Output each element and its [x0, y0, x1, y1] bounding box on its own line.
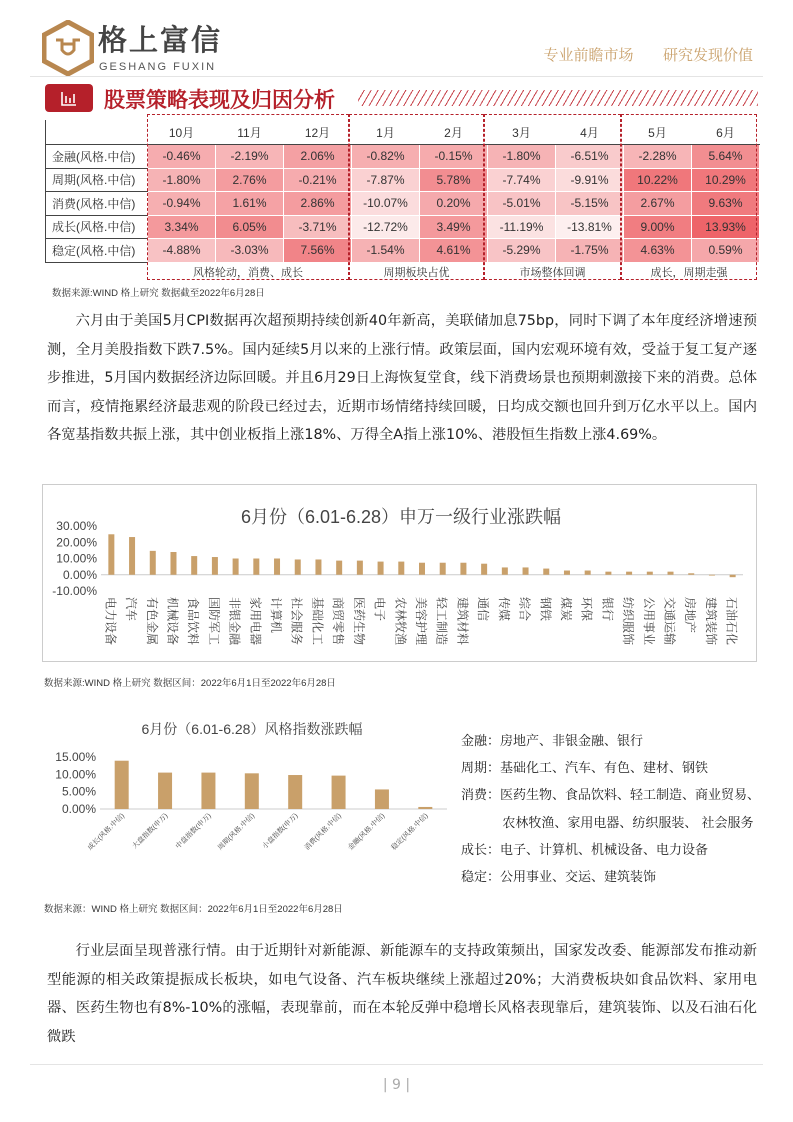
- period-group-bracket: [621, 114, 757, 280]
- paragraph-1: 六月由于美国5月CPI数据再次超预期持续创新40年新高，美联储加息75bp，同时下调了本年度经济增速预测，全月美股指数下跌7.5%。国内延续5月以来的上涨行情。政策层面，国内宏观环境有效，受益于复工复产逐步推进，5月国内数据经济边际回暖。并且6月29日上海恢复堂食，线下消费场景也预期刺激接下来的消费。总体而言，疫情拖累经济最悲观的阶段已经过去，近期市场情绪持续回暖，日均成交额也回升到万亿水平以上。国内各宽基指数共振上涨，其中创业板指上涨18%、万得全A指上涨10%、港股恒生指数上涨4.69%。: [47, 313, 757, 444]
- bar: [523, 567, 529, 574]
- legend-item: 成长：电子、计算机、机械设备、电力设备: [461, 842, 709, 858]
- table-source: 数据来源:WIND 格上研究 数据截至2022年6月28日: [52, 288, 265, 299]
- bar: [170, 552, 176, 575]
- bar: [212, 557, 218, 575]
- legend-item: 周期：基础化工、汽车、有色、建材、钢铁: [461, 761, 709, 777]
- header-corner: [46, 120, 148, 145]
- industry-bar-chart: [43, 485, 758, 663]
- paragraph-2: 行业层面呈现普涨行情。由于近期针对新能源、新能源车的支持政策频出，国家发改委、能源部发布推动新型能源的相关政策提振成长板块，如电气设备、汽车板块继续上涨超过20%；大消费板块如食品饮料、家用电器、医药生物也有8%-10%的涨幅，表现靠前，而在本轮反弹中稳增长风格表现靠后，建筑装饰、以及石油石化微跌: [47, 943, 757, 1045]
- y-tick-label: -10.00%: [52, 584, 97, 598]
- bar: [315, 559, 321, 574]
- table-cell: 0.20%: [420, 192, 488, 216]
- x-tick-label: 石油石化: [724, 597, 739, 646]
- table-cell: 5.78%: [420, 168, 488, 192]
- x-tick-label: 消费(风格.中信): [303, 812, 343, 852]
- table-cell: -1.80%: [488, 145, 556, 169]
- chart-title: 6月份（6.01-6.28）风格指数涨跌幅: [141, 721, 363, 737]
- row-label: 周期(风格.中信): [46, 168, 148, 192]
- table-cell: 4.61%: [420, 239, 488, 263]
- brand-name: 格上富信: [98, 23, 223, 57]
- y-tick-label: 30.00%: [56, 519, 97, 533]
- table-cell: -2.28%: [624, 145, 692, 169]
- x-tick-label: 家用电器: [248, 597, 263, 646]
- bar: [418, 807, 432, 809]
- table-cell: -1.75%: [556, 239, 624, 263]
- bar: [115, 761, 129, 809]
- x-tick-label: 食品饮料: [186, 597, 201, 646]
- period-group-label: 周期板块占优: [383, 267, 450, 279]
- table-cell: 10.29%: [692, 168, 760, 192]
- bar: [668, 572, 674, 575]
- period-group-bracket: [147, 114, 349, 280]
- brand-name-en: GESHANG FUXIN: [99, 61, 217, 73]
- x-tick-label: 金融(风格.中信): [347, 812, 387, 852]
- row-label: 消费(风格.中信): [46, 192, 148, 216]
- title-decoration: [358, 90, 758, 106]
- x-tick-label: 煤炭: [558, 597, 573, 622]
- slogan: 专业前瞻市场 研究发现价值: [543, 46, 753, 64]
- table-cell: 0.59%: [692, 239, 760, 263]
- table-cell: 9.63%: [692, 192, 760, 216]
- table-cell: -3.03%: [216, 239, 284, 263]
- column-header: 12月: [284, 120, 352, 145]
- x-tick-label: 电力设备: [103, 597, 118, 646]
- table-cell: -9.91%: [556, 168, 624, 192]
- chart1-source: 数据来源:WIND 格上研究 数据区间：2022年6月1日至2022年6月28日: [44, 678, 336, 689]
- table-cell: 6.05%: [216, 215, 284, 239]
- table-cell: -0.21%: [284, 168, 352, 192]
- y-tick-label: 0.00%: [61, 802, 96, 816]
- bar: [709, 575, 715, 576]
- bar: [688, 573, 694, 574]
- x-tick-label: 非银金融: [227, 597, 242, 646]
- legend-item: 稳定：公用事业、交运、建筑装饰: [461, 870, 657, 885]
- table-cell: -0.46%: [148, 145, 216, 169]
- table-cell: -7.87%: [352, 168, 420, 192]
- table-cell: -0.82%: [352, 145, 420, 169]
- industry-chart-box: [42, 484, 757, 662]
- bar: [398, 562, 404, 575]
- y-tick-label: 20.00%: [56, 535, 97, 550]
- table-cell: 13.93%: [692, 215, 760, 239]
- column-header: 1月: [352, 120, 420, 145]
- y-tick-label: 10.00%: [55, 767, 96, 782]
- x-tick-label: 轻工制造: [434, 597, 449, 646]
- table-cell: -0.15%: [420, 145, 488, 169]
- legend-item: 金融：房地产、非银金融、银行: [461, 734, 644, 749]
- table-cell: 2.86%: [284, 192, 352, 216]
- table-cell: 2.67%: [624, 192, 692, 216]
- table-cell: -2.19%: [216, 145, 284, 169]
- row-label: 金融(风格.中信): [46, 145, 148, 169]
- x-tick-label: 传媒: [496, 597, 511, 622]
- table-cell: 3.49%: [420, 215, 488, 239]
- x-tick-label: 汽车: [124, 597, 139, 622]
- bar: [158, 773, 172, 809]
- bar: [585, 571, 591, 575]
- table-cell: -5.29%: [488, 239, 556, 263]
- chart2-source: 数据来源：WIND 格上研究 数据区间：2022年6月1日至2022年6月28日: [44, 904, 343, 915]
- header-divider: [30, 76, 763, 77]
- style-bar-chart: [42, 712, 452, 892]
- bar: [481, 564, 487, 575]
- table-cell: -10.07%: [352, 192, 420, 216]
- table-cell: 1.61%: [216, 192, 284, 216]
- period-group-bracket: [484, 114, 621, 280]
- bar: [419, 563, 425, 575]
- page-number: | 9 |: [382, 1077, 411, 1093]
- legend-item: 农林牧渔、家用电器、纺织服装、 社会服务: [461, 815, 754, 831]
- table-cell: 10.22%: [624, 168, 692, 192]
- column-header: 11月: [216, 120, 284, 145]
- bar: [730, 575, 736, 577]
- x-tick-label: 计算机: [269, 597, 284, 634]
- x-tick-label: 建筑材料: [455, 597, 470, 646]
- table-cell: -3.71%: [284, 215, 352, 239]
- bar: [233, 559, 239, 575]
- bar: [440, 563, 446, 575]
- x-tick-label: 公用事业: [641, 597, 656, 646]
- bar: [357, 561, 363, 575]
- x-tick-label: 大盘指数(申万): [131, 812, 170, 851]
- bar: [150, 551, 156, 575]
- table-cell: -6.51%: [556, 145, 624, 169]
- bar: [245, 773, 259, 809]
- bar: [460, 563, 466, 575]
- bar: [108, 534, 114, 574]
- row-label: 成长(风格.中信): [46, 215, 148, 239]
- section-title: 股票策略表现及归因分析: [104, 88, 335, 112]
- bar: [502, 567, 508, 574]
- x-tick-label: 机械设备: [165, 597, 180, 646]
- table-cell: -4.88%: [148, 239, 216, 263]
- bar: [295, 559, 301, 574]
- table-cell: -12.72%: [352, 215, 420, 239]
- logo-icon: [42, 20, 94, 76]
- x-tick-label: 农林牧渔: [393, 597, 408, 646]
- table-cell: 9.00%: [624, 215, 692, 239]
- bar: [378, 562, 384, 575]
- column-header: 6月: [692, 120, 760, 145]
- x-tick-label: 医药生物: [351, 597, 366, 646]
- bar: [543, 569, 549, 575]
- table-cell: -5.15%: [556, 192, 624, 216]
- x-tick-label: 社会服务: [289, 597, 304, 646]
- bar: [375, 789, 389, 809]
- x-tick-label: 稳定(风格.中信): [390, 812, 430, 852]
- x-tick-label: 周期(风格.中信): [216, 812, 257, 852]
- period-group-bracket: [349, 114, 484, 280]
- column-header: 4月: [556, 120, 624, 145]
- x-tick-label: 银行: [600, 597, 615, 622]
- x-tick-label: 房地产: [683, 597, 698, 634]
- bar: [201, 773, 215, 809]
- table-cell: -5.01%: [488, 192, 556, 216]
- bar: [647, 572, 653, 575]
- y-tick-label: 5.00%: [61, 784, 96, 799]
- x-tick-label: 成长(风格.中信): [86, 812, 127, 852]
- period-group-label: 市场整体回调: [519, 267, 586, 279]
- table-cell: 7.56%: [284, 239, 352, 263]
- row-label: 稳定(风格.中信): [46, 239, 148, 263]
- y-tick-label: 15.00%: [55, 750, 96, 764]
- chart-icon: [45, 84, 93, 112]
- table-cell: 2.06%: [284, 145, 352, 169]
- bar: [274, 559, 280, 575]
- bar: [336, 561, 342, 575]
- period-group-label: 成长，周期走强: [650, 267, 728, 279]
- x-tick-label: 建筑装饰: [703, 597, 718, 646]
- x-tick-label: 交通运输: [662, 597, 677, 646]
- table-cell: 5.64%: [692, 145, 760, 169]
- bar: [129, 537, 135, 575]
- bar: [626, 572, 632, 575]
- column-header: 5月: [624, 120, 692, 145]
- x-tick-label: 通信: [476, 597, 491, 622]
- x-tick-label: 纺织服饰: [621, 597, 636, 646]
- bar: [605, 572, 611, 575]
- x-tick-label: 商贸零售: [331, 597, 346, 646]
- legend-item: 消费：医药生物、食品饮料、轻工制造、商业贸易、: [461, 788, 761, 804]
- table-cell: 2.76%: [216, 168, 284, 192]
- chart-title: 6月份（6.01-6.28）申万一级行业涨跌幅: [240, 507, 562, 527]
- x-tick-label: 美容护理: [414, 597, 428, 646]
- table-cell: 4.63%: [624, 239, 692, 263]
- x-tick-label: 钢铁: [538, 597, 553, 622]
- column-header: 2月: [420, 120, 488, 145]
- bar: [332, 776, 346, 809]
- bar: [253, 559, 259, 575]
- x-tick-label: 国防军工: [206, 597, 221, 646]
- y-tick-label: 10.00%: [56, 551, 97, 566]
- table-cell: -13.81%: [556, 215, 624, 239]
- x-tick-label: 基础化工: [310, 597, 325, 646]
- x-tick-label: 电子: [372, 597, 387, 622]
- table-cell: -0.94%: [148, 192, 216, 216]
- y-tick-label: 0.00%: [62, 567, 97, 582]
- column-header: 3月: [488, 120, 556, 145]
- x-tick-label: 小盘指数(申万): [261, 812, 300, 851]
- table-cell: -7.74%: [488, 168, 556, 192]
- x-tick-label: 综合: [517, 597, 532, 622]
- column-header: 10月: [148, 120, 216, 145]
- bar: [191, 556, 197, 575]
- x-tick-label: 中盘指数(申万): [174, 812, 213, 851]
- x-tick-label: 环保: [579, 597, 594, 622]
- bar: [564, 571, 570, 575]
- x-tick-label: 有色金属: [144, 597, 159, 646]
- table-cell: -1.80%: [148, 168, 216, 192]
- table-cell: -1.54%: [352, 239, 420, 263]
- table-cell: -11.19%: [488, 215, 556, 239]
- footer-divider: [30, 1064, 763, 1065]
- period-group-label: 风格轮动，消费、成长: [193, 267, 303, 279]
- bar: [288, 775, 302, 809]
- table-cell: 3.34%: [148, 215, 216, 239]
